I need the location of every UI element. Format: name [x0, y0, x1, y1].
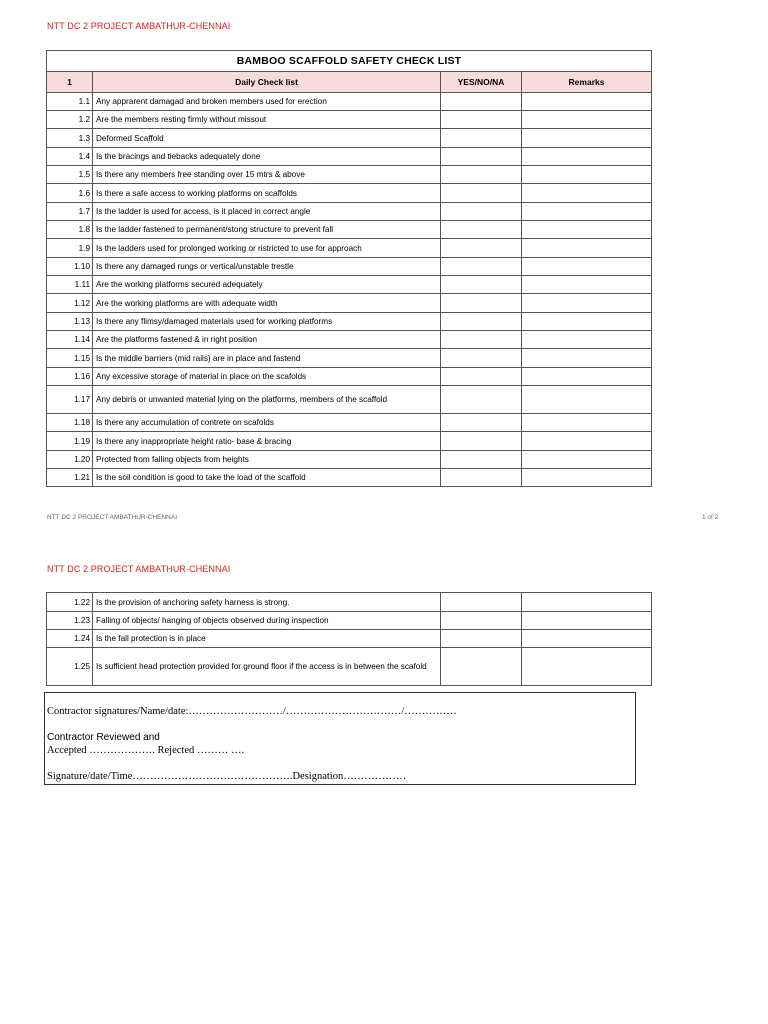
- remarks-cell[interactable]: [522, 276, 652, 294]
- item-number: 1.6: [47, 184, 93, 203]
- checklist-row: [47, 239, 652, 258]
- status-cell[interactable]: [441, 276, 522, 294]
- item-text: Is there any members free standing over 15 mtrs & above: [93, 166, 441, 184]
- item-text: Is the ladders used for prolonged working or ristricted to use for approach: [93, 239, 441, 258]
- item-number: 1.12: [47, 294, 93, 313]
- status-cell[interactable]: [441, 386, 522, 414]
- status-cell[interactable]: [441, 648, 522, 686]
- remarks-cell[interactable]: [522, 630, 652, 648]
- item-text: Any excessive storage of material in place on the scafolds: [93, 368, 441, 386]
- item-number: 1.3: [47, 129, 93, 148]
- item-text: Is there any flimsy/damaged materials used for working platforms: [93, 313, 441, 331]
- page-header: NTT DC 2 PROJECT AMBATHUR-CHENNAI: [47, 21, 231, 31]
- checklist-row: [47, 612, 652, 630]
- item-text: Deformed Scaffold: [93, 129, 441, 148]
- col-header-status: YES/NO/NA: [441, 72, 522, 93]
- checklist-row: [47, 368, 652, 386]
- status-cell[interactable]: [441, 432, 522, 451]
- item-number: 1.7: [47, 203, 93, 221]
- item-number: 1.21: [47, 469, 93, 487]
- item-text: Are the working platforms are with adequate width: [93, 294, 441, 313]
- remarks-cell[interactable]: [522, 129, 652, 148]
- col-header-no: 1: [47, 72, 93, 93]
- remarks-cell[interactable]: [522, 612, 652, 630]
- remarks-cell[interactable]: [522, 469, 652, 487]
- remarks-cell[interactable]: [522, 221, 652, 239]
- col-header-remarks: Remarks: [522, 72, 652, 93]
- column-header-row: [47, 72, 652, 93]
- item-text: Is the provision of anchoring safety harness is strong.: [93, 593, 441, 612]
- checklist-row: [47, 203, 652, 221]
- remarks-cell[interactable]: [522, 331, 652, 349]
- item-text: Is the middle barriers (mid rails) are in place and fastend: [93, 349, 441, 368]
- item-text: Is the soil condition is good to take the load of the scaffold: [93, 469, 441, 487]
- status-cell[interactable]: [441, 368, 522, 386]
- status-cell[interactable]: [441, 451, 522, 469]
- item-text: Is the ladder is used for access, is it placed in correct angle: [93, 203, 441, 221]
- remarks-cell[interactable]: [522, 148, 652, 166]
- remarks-cell[interactable]: [522, 451, 652, 469]
- item-number: 1.15: [47, 349, 93, 368]
- checklist-row: [47, 221, 652, 239]
- item-number: 1.10: [47, 258, 93, 276]
- item-number: 1.8: [47, 221, 93, 239]
- item-number: 1.23: [47, 612, 93, 630]
- status-cell[interactable]: [441, 349, 522, 368]
- remarks-cell[interactable]: [522, 239, 652, 258]
- remarks-cell[interactable]: [522, 111, 652, 129]
- remarks-cell[interactable]: [522, 313, 652, 331]
- status-cell[interactable]: [441, 593, 522, 612]
- checklist-row: [47, 593, 652, 612]
- item-text: Is there any accumulation of contrete on scafolds: [93, 414, 441, 432]
- signature-box: [44, 692, 636, 785]
- remarks-cell[interactable]: [522, 432, 652, 451]
- contractor-reviewed-label: Contractor Reviewed and: [47, 732, 160, 743]
- remarks-cell[interactable]: [522, 203, 652, 221]
- status-cell[interactable]: [441, 414, 522, 432]
- item-number: 1.19: [47, 432, 93, 451]
- item-number: 1.25: [47, 648, 93, 686]
- item-number: 1.4: [47, 148, 93, 166]
- status-cell[interactable]: [441, 203, 522, 221]
- remarks-cell[interactable]: [522, 648, 652, 686]
- item-text: Are the members resting firmly without missout: [93, 111, 441, 129]
- remarks-cell[interactable]: [522, 414, 652, 432]
- item-text: Are the working platforms secured adequately: [93, 276, 441, 294]
- contractor-signature-line[interactable]: Contractor signatures/Name/date:………………………/……………………………/……………: [47, 706, 457, 717]
- item-number: 1.20: [47, 451, 93, 469]
- status-cell[interactable]: [441, 469, 522, 487]
- item-number: 1.5: [47, 166, 93, 184]
- checklist-row: [47, 166, 652, 184]
- checklist-row: [47, 148, 652, 166]
- checklist-row: [47, 414, 652, 432]
- checklist-row: [47, 294, 652, 313]
- item-text: Falling of objects/ hanging of objects observed during inspection: [93, 612, 441, 630]
- checklist-row: [47, 469, 652, 487]
- checklist-title: BAMBOO SCAFFOLD SAFETY CHECK LIST: [47, 51, 652, 72]
- status-cell[interactable]: [441, 129, 522, 148]
- checklist-row: [47, 331, 652, 349]
- item-text: Is the fall protection is in place: [93, 630, 441, 648]
- status-cell[interactable]: [441, 166, 522, 184]
- footer-left: NTT DC 2 PROJECT AMBATHUR-CHENNAI: [47, 514, 178, 521]
- page-number: 1 of 2: [702, 514, 719, 521]
- remarks-cell[interactable]: [522, 368, 652, 386]
- checklist-row: [47, 111, 652, 129]
- checklist-row: [47, 349, 652, 368]
- checklist-row: [47, 258, 652, 276]
- item-number: 1.17: [47, 386, 93, 414]
- item-text: Is there any inappropriate height ratio- base & bracing: [93, 432, 441, 451]
- item-text: Are the platforms fastened & in right position: [93, 331, 441, 349]
- remarks-cell[interactable]: [522, 184, 652, 203]
- status-cell[interactable]: [441, 239, 522, 258]
- item-text: Protected from falling objects from heights: [93, 451, 441, 469]
- item-number: 1.18: [47, 414, 93, 432]
- item-text: Is the ladder fastened to permanent/stong structure to prevent fall: [93, 221, 441, 239]
- checklist-row: [47, 129, 652, 148]
- checklist-row: [47, 451, 652, 469]
- col-header-item: Daily Check list: [93, 72, 441, 93]
- item-text: Is the bracings and tiebacks adequately done: [93, 148, 441, 166]
- remarks-cell[interactable]: [522, 593, 652, 612]
- checklist-table-continued: [46, 592, 652, 686]
- status-cell[interactable]: [441, 331, 522, 349]
- item-number: 1.22: [47, 593, 93, 612]
- item-number: 1.16: [47, 368, 93, 386]
- checklist-row: [47, 630, 652, 648]
- remarks-cell[interactable]: [522, 386, 652, 414]
- status-cell[interactable]: [441, 294, 522, 313]
- remarks-cell[interactable]: [522, 93, 652, 111]
- status-cell[interactable]: [441, 111, 522, 129]
- checklist-row: [47, 386, 652, 414]
- accepted-rejected-line[interactable]: Accepted ………………. Rejected ……… ….: [47, 745, 245, 756]
- checklist-row: [47, 432, 652, 451]
- item-text: Any debiris or unwanted material lying on the platforms, members of the scaffold: [93, 386, 441, 414]
- item-text: Is sufficient head protection provided for ground floor if the access is in between the scafold: [93, 648, 441, 686]
- item-number: 1.14: [47, 331, 93, 349]
- remarks-cell[interactable]: [522, 349, 652, 368]
- item-text: Any apprarent damagad and broken members used for erection: [93, 93, 441, 111]
- item-number: 1.13: [47, 313, 93, 331]
- item-number: 1.24: [47, 630, 93, 648]
- status-cell[interactable]: [441, 258, 522, 276]
- status-cell[interactable]: [441, 93, 522, 111]
- checklist-row: [47, 276, 652, 294]
- page-header-2: NTT DC 2 PROJECT AMBATHUR-CHENNAI: [47, 564, 231, 574]
- item-text: Is there a safe access to working platforms on scaffolds: [93, 184, 441, 203]
- status-cell[interactable]: [441, 313, 522, 331]
- status-cell[interactable]: [441, 148, 522, 166]
- signature-designation-line[interactable]: Signature/date/Time……………………………………….Designation………………: [47, 771, 407, 782]
- checklist-row: [47, 313, 652, 331]
- checklist-table: [46, 50, 652, 487]
- checklist-row: [47, 648, 652, 686]
- item-number: 1.9: [47, 239, 93, 258]
- item-number: 1.11: [47, 276, 93, 294]
- status-cell[interactable]: [441, 630, 522, 648]
- remarks-cell[interactable]: [522, 294, 652, 313]
- item-number: 1.2: [47, 111, 93, 129]
- checklist-row: [47, 184, 652, 203]
- status-cell[interactable]: [441, 184, 522, 203]
- remarks-cell[interactable]: [522, 258, 652, 276]
- remarks-cell[interactable]: [522, 166, 652, 184]
- checklist-row: [47, 93, 652, 111]
- checklist-title-row: [47, 51, 652, 72]
- item-text: Is there any damaged rungs or vertical/unstable trestle: [93, 258, 441, 276]
- status-cell[interactable]: [441, 221, 522, 239]
- status-cell[interactable]: [441, 612, 522, 630]
- item-number: 1.1: [47, 93, 93, 111]
